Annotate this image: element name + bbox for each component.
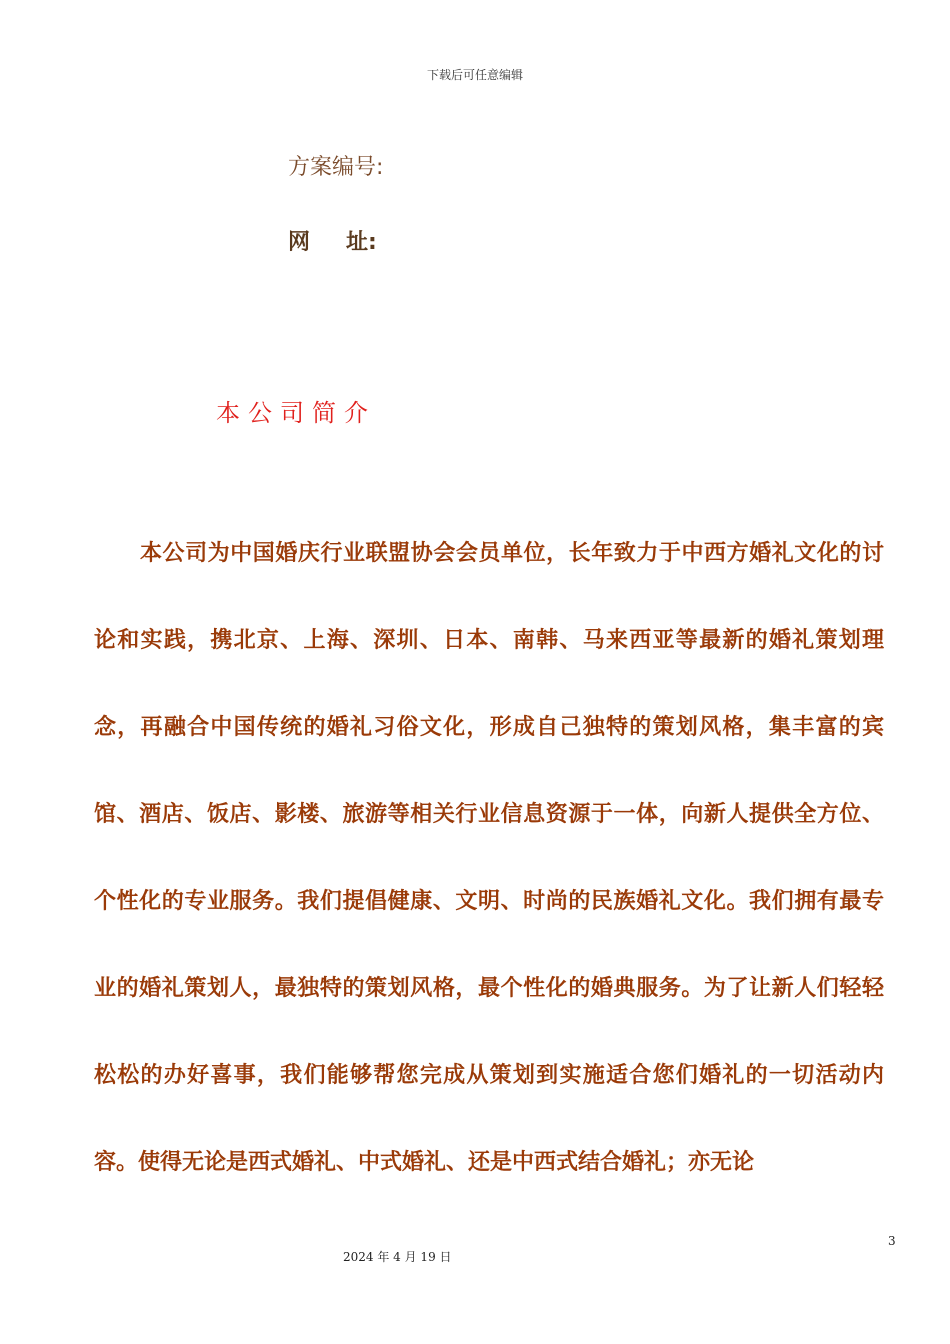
url-label-char1: 网: [288, 230, 311, 255]
page-number: 3: [888, 1234, 896, 1248]
url-label-char2: 址:: [346, 230, 377, 255]
body-paragraph: 本公司为中国婚庆行业联盟协会会员单位，长年致力于中西方婚礼文化的讨论和实践，携北京、上海、深圳、日本、南韩、马来西亚等最新的婚礼策划理念，再融合中国传统的婚礼习俗文化，形成自己独特的策划风格，集丰富的宾馆、酒店、饭店、影楼、旅游等相关行业信息资源于一体，向新人提供全方位、个性化的专业服务。我们提倡健康、文明、时尚的民族婚礼文化。我们拥有最专业的婚礼策划人，最独特的策划风格，最个性化的婚典服务。为了让新人们轻轻松松的办好喜事，我们能够帮您完成从策划到实施适合您们婚礼的一切活动内容。使得无论是西式婚礼、中式婚礼、还是中西式结合婚礼；亦无论: [94, 541, 884, 1175]
header-note: 下载后可任意编辑: [426, 68, 523, 82]
case-number-label: 方案编号:: [288, 155, 384, 180]
footer-date: 2024 年 4 月 19 日: [343, 1250, 452, 1264]
url-label: [288, 225, 377, 256]
section-title: 本公司简介: [216, 399, 376, 427]
